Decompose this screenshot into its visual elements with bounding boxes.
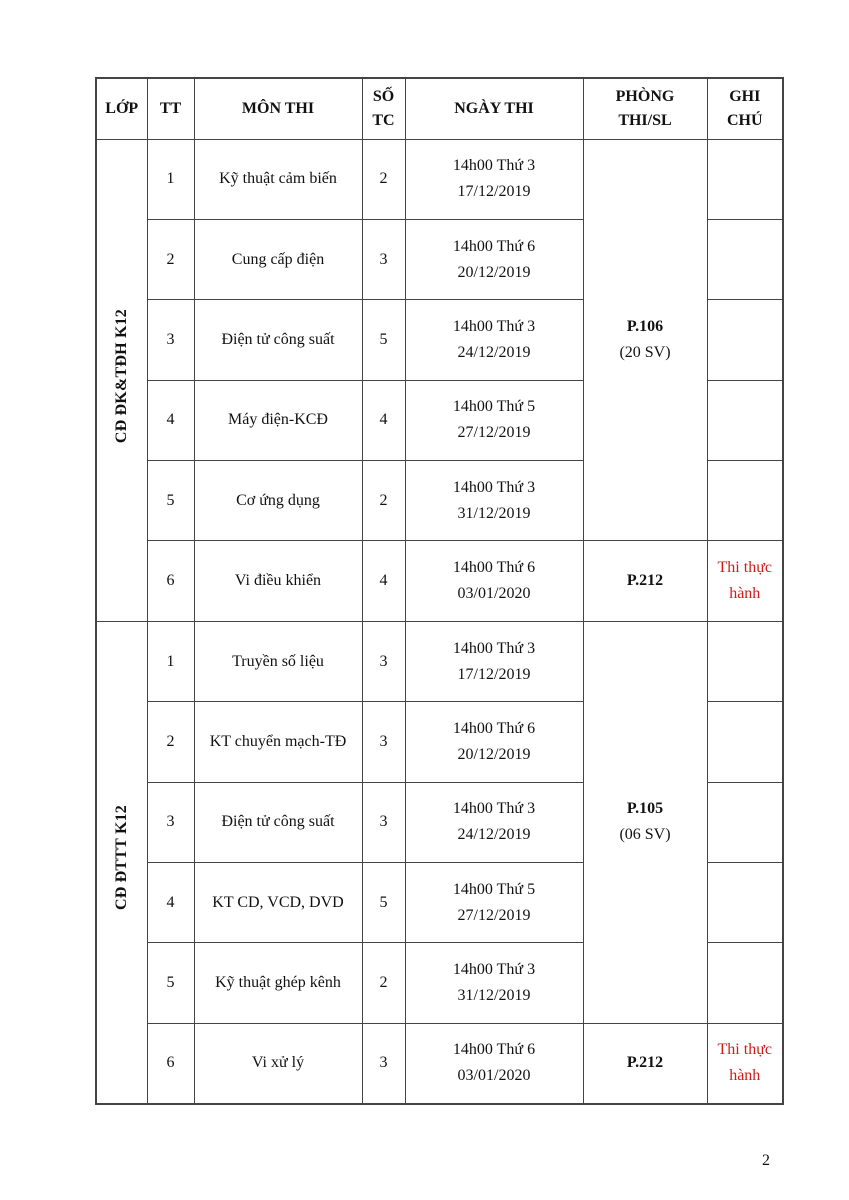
header-credits-line1: SỐ bbox=[372, 87, 395, 105]
header-date: NGÀY THI bbox=[405, 78, 583, 139]
credit-count: 2 bbox=[362, 461, 405, 541]
exam-line1: 14h00 Thứ 6 bbox=[452, 719, 536, 737]
credit-count: 5 bbox=[362, 863, 405, 943]
header-room-line1: PHÒNG bbox=[615, 87, 675, 105]
exam-datetime bbox=[405, 219, 583, 299]
room-cell bbox=[583, 621, 707, 1023]
note-cell bbox=[707, 219, 783, 299]
header-note-line1: GHI bbox=[729, 87, 761, 105]
subject-name: Kỹ thuật cảm biến bbox=[194, 139, 362, 219]
note-cell bbox=[707, 863, 783, 943]
exam-line2: 20/12/2019 bbox=[457, 745, 531, 763]
page-number: 2 bbox=[762, 1152, 770, 1169]
exam-line2: 27/12/2019 bbox=[457, 906, 531, 924]
exam-line1: 14h00 Thứ 6 bbox=[452, 559, 536, 577]
subject-name: Điện tử công suất bbox=[194, 782, 362, 862]
exam-line2: 03/01/2020 bbox=[457, 1067, 531, 1085]
room-student-count: (06 SV) bbox=[619, 826, 671, 844]
subject-name: Điện tử công suất bbox=[194, 300, 362, 380]
exam-line1: 14h00 Thứ 3 bbox=[452, 800, 536, 818]
class-name: CĐ ĐK&TĐH K12 bbox=[112, 308, 130, 443]
row-number: 3 bbox=[147, 782, 194, 862]
note-cell bbox=[707, 380, 783, 460]
exam-datetime bbox=[405, 863, 583, 943]
exam-datetime bbox=[405, 782, 583, 862]
subject-name: Vi xử lý bbox=[194, 1023, 362, 1103]
note-line1: Thi thực bbox=[717, 559, 772, 577]
credit-count: 5 bbox=[362, 300, 405, 380]
exam-line1: 14h00 Thứ 5 bbox=[452, 398, 536, 416]
credit-count: 3 bbox=[362, 621, 405, 701]
room-cell bbox=[583, 139, 707, 541]
header-subject: MÔN THI bbox=[194, 78, 362, 139]
room-cell bbox=[583, 1023, 707, 1103]
note-cell bbox=[707, 541, 783, 621]
row-number: 1 bbox=[147, 139, 194, 219]
exam-schedule-table bbox=[95, 77, 784, 1105]
table-row bbox=[96, 1023, 783, 1103]
room-cell bbox=[583, 541, 707, 621]
credit-count: 2 bbox=[362, 139, 405, 219]
exam-line2: 31/12/2019 bbox=[457, 987, 531, 1005]
note-cell bbox=[707, 300, 783, 380]
exam-line1: 14h00 Thứ 3 bbox=[452, 478, 536, 496]
class-cell bbox=[96, 139, 147, 621]
row-number: 2 bbox=[147, 219, 194, 299]
row-number: 1 bbox=[147, 621, 194, 701]
note-cell bbox=[707, 1023, 783, 1103]
table-row bbox=[96, 139, 783, 219]
exam-line2: 03/01/2020 bbox=[457, 585, 531, 603]
subject-name: Kỹ thuật ghép kênh bbox=[194, 943, 362, 1023]
credit-count: 4 bbox=[362, 541, 405, 621]
subject-name: Cung cấp điện bbox=[194, 219, 362, 299]
exam-line1: 14h00 Thứ 3 bbox=[452, 639, 536, 657]
row-number: 3 bbox=[147, 300, 194, 380]
exam-datetime bbox=[405, 943, 583, 1023]
subject-name: Cơ ứng dụng bbox=[194, 461, 362, 541]
header-note bbox=[707, 78, 783, 139]
row-number: 5 bbox=[147, 461, 194, 541]
exam-datetime bbox=[405, 139, 583, 219]
note-cell bbox=[707, 621, 783, 701]
header-note-line2: CHÚ bbox=[726, 111, 763, 129]
row-number: 2 bbox=[147, 702, 194, 782]
row-number: 6 bbox=[147, 1023, 194, 1103]
schedule-body bbox=[96, 139, 783, 1104]
header-credits bbox=[362, 78, 405, 139]
credit-count: 3 bbox=[362, 702, 405, 782]
exam-line1: 14h00 Thứ 3 bbox=[452, 961, 536, 979]
room-code: P.212 bbox=[626, 572, 664, 590]
row-number: 5 bbox=[147, 943, 194, 1023]
room-code: P.106 bbox=[626, 317, 664, 335]
row-number: 4 bbox=[147, 380, 194, 460]
exam-line1: 14h00 Thứ 6 bbox=[452, 1041, 536, 1059]
header-class: LỚP bbox=[96, 78, 147, 139]
exam-line2: 20/12/2019 bbox=[457, 263, 531, 281]
exam-line1: 14h00 Thứ 5 bbox=[452, 880, 536, 898]
header-room bbox=[583, 78, 707, 139]
header-row bbox=[96, 78, 783, 139]
header-credits-line2: TC bbox=[372, 111, 395, 129]
exam-datetime bbox=[405, 541, 583, 621]
exam-line2: 31/12/2019 bbox=[457, 504, 531, 522]
class-cell bbox=[96, 621, 147, 1103]
row-number: 4 bbox=[147, 863, 194, 943]
header-tt: TT bbox=[147, 78, 194, 139]
table-row bbox=[96, 541, 783, 621]
header-room-line2: THI/SL bbox=[618, 111, 672, 129]
class-name: CĐ ĐTTT K12 bbox=[112, 805, 130, 911]
credit-count: 2 bbox=[362, 943, 405, 1023]
subject-name: KT chuyển mạch-TĐ bbox=[194, 702, 362, 782]
exam-line2: 27/12/2019 bbox=[457, 424, 531, 442]
credit-count: 3 bbox=[362, 219, 405, 299]
note-cell bbox=[707, 782, 783, 862]
table-row bbox=[96, 621, 783, 701]
exam-line1: 14h00 Thứ 6 bbox=[452, 237, 536, 255]
exam-line1: 14h00 Thứ 3 bbox=[452, 157, 536, 175]
exam-datetime bbox=[405, 621, 583, 701]
subject-name: Vi điều khiển bbox=[194, 541, 362, 621]
credit-count: 3 bbox=[362, 782, 405, 862]
note-cell bbox=[707, 461, 783, 541]
exam-line2: 17/12/2019 bbox=[457, 183, 531, 201]
exam-datetime bbox=[405, 461, 583, 541]
exam-datetime bbox=[405, 380, 583, 460]
subject-name: Máy điện-KCĐ bbox=[194, 380, 362, 460]
note-line1: Thi thực bbox=[717, 1041, 772, 1059]
exam-line2: 17/12/2019 bbox=[457, 665, 531, 683]
note-cell bbox=[707, 139, 783, 219]
note-line2: hành bbox=[729, 585, 761, 603]
exam-line2: 24/12/2019 bbox=[457, 826, 531, 844]
exam-line2: 24/12/2019 bbox=[457, 343, 531, 361]
subject-name: Truyền số liệu bbox=[194, 621, 362, 701]
note-cell bbox=[707, 943, 783, 1023]
credit-count: 4 bbox=[362, 380, 405, 460]
note-cell bbox=[707, 702, 783, 782]
exam-line1: 14h00 Thứ 3 bbox=[452, 317, 536, 335]
exam-datetime bbox=[405, 1023, 583, 1103]
credit-count: 3 bbox=[362, 1023, 405, 1103]
room-code: P.212 bbox=[626, 1054, 664, 1072]
note-line2: hành bbox=[729, 1067, 761, 1085]
room-code: P.105 bbox=[626, 800, 664, 818]
room-student-count: (20 SV) bbox=[619, 343, 671, 361]
row-number: 6 bbox=[147, 541, 194, 621]
subject-name: KT CD, VCD, DVD bbox=[194, 863, 362, 943]
exam-datetime bbox=[405, 702, 583, 782]
exam-datetime bbox=[405, 300, 583, 380]
